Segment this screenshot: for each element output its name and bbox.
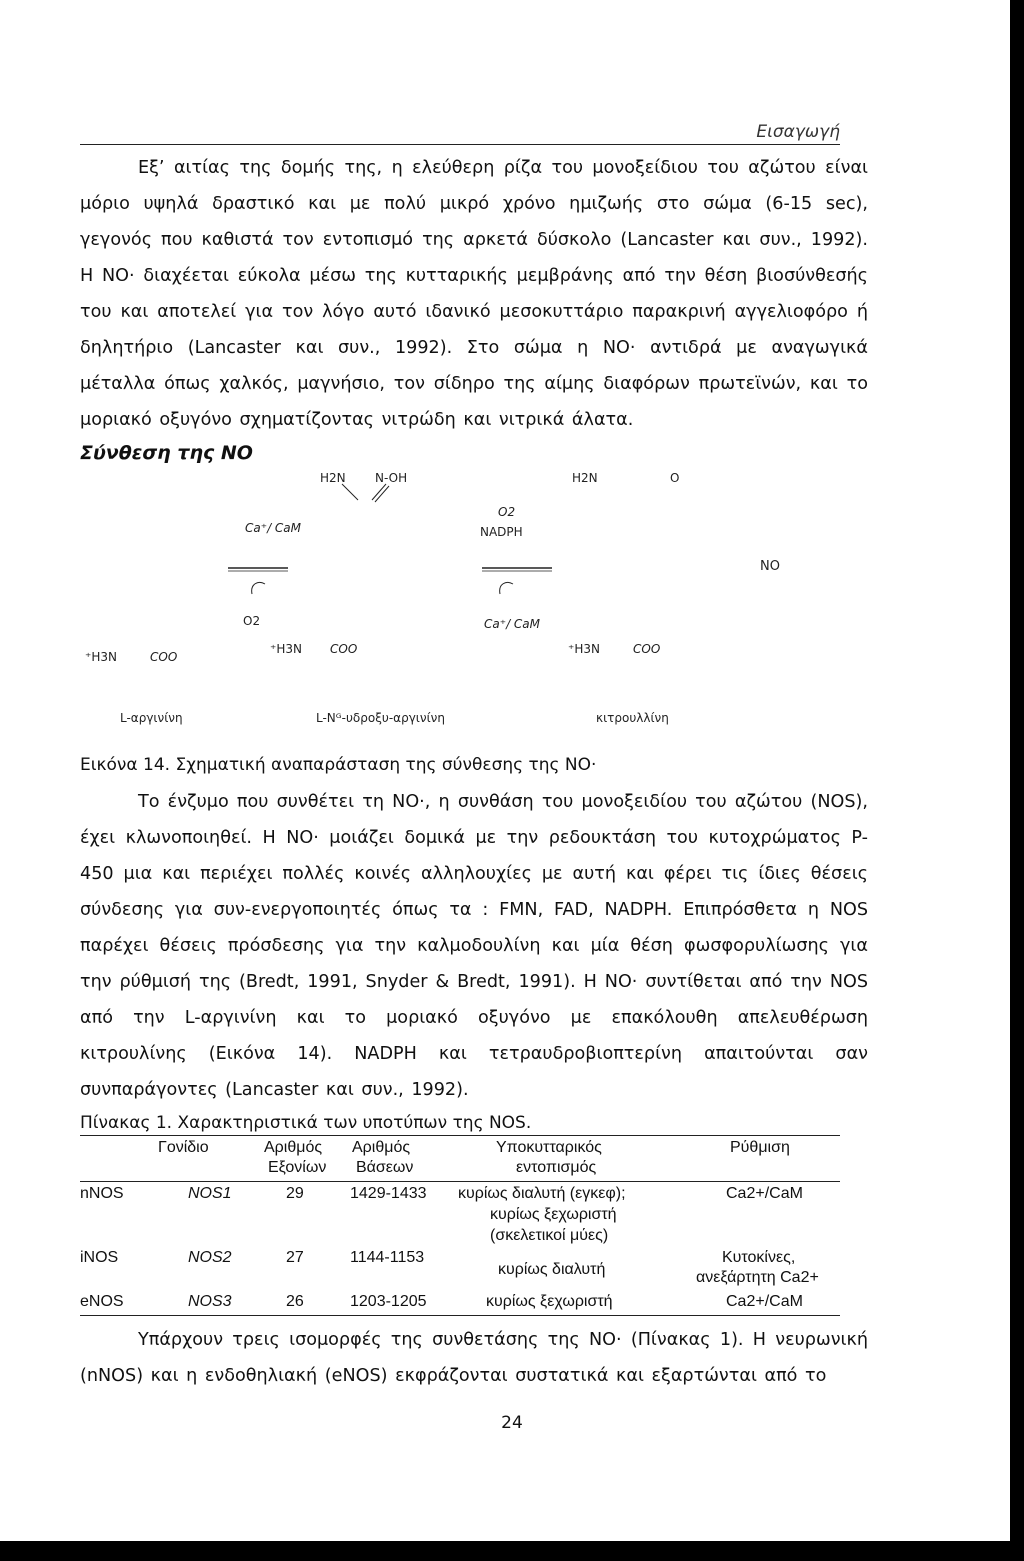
row-inos-exons: 27 [286,1249,304,1266]
diagram-nadph: NADPH [480,525,523,539]
row-enos-regulation: Ca2+/CaM [726,1293,803,1310]
header-location-1: Υποκυτταρικός [496,1139,602,1156]
header-exons-1: Αριθμός [264,1139,323,1156]
nos-synthesis-diagram [80,460,840,740]
diagram-cofactor-2: Ca⁺/ CaM [484,617,541,631]
row-nnos-bases: 1429-1433 [350,1185,427,1202]
diagram-h2n-1: H2N [320,471,346,485]
header-bases-1: Αριθμός [352,1139,411,1156]
row-enos-type: eNOS [80,1293,124,1310]
diagram-h3n-2: ⁺H3N [270,642,302,656]
row-nnos-gene: NOS1 [188,1185,232,1202]
paragraph-3-text: Υπάρχουν τρεις ισομορφές της συνθετάσης της ΝΟ· (Πίνακας 1). Η νευρωνική (nNOS) και η ενδοθηλιακή (eNOS) εκφράζονται συστατικά και εξαρτώνται από το [80,1330,868,1386]
section-title: Σύνθεση της ΝΟ [80,442,253,464]
header-bases-2: Βάσεων [356,1159,414,1176]
page-header [80,120,840,145]
header-section-title: Εισαγωγή [756,122,840,142]
paragraph-2-text: Το ένζυμο που συνθέτει τη ΝΟ·, η συνθάση του μονοξειδίου του αζώτου (NOS), έχει κλωνοποιηθεί. Η ΝΟ· μοιάζει δομικά με την ρεδουκτάση του κυτοχρώματος P-450 μια και περιέχει πολλές κοινές αλληλουχίες με αυτή και φέρει τις ίδιες θέσεις σύνδεσης για συν-ενεργοποιητές όπως τα : FMN, FAD, NADPH. Επιπρόσθετα η NOS παρέχει θέσεις πρόσδεσης για την καλμοδουλίνη και μία θέση φωσφορυλίωσης για την ρύθμισή της (Bredt, 1991, Snyder & Bredt, 1991). Η ΝΟ· συντίθεται από την NOS από την L-αργινίνη και το μοριακό οξυγόνο με επακόλουθη απελευθέρωση κιτρουλίνης (Εικόνα 14). NADPH και τετραυδροβιοπτερίνη απαιτούνται σαν συνπαράγοντες (Lancaster και συν., 1992). [80,792,868,1100]
row-enos-gene: NOS3 [188,1293,232,1310]
curved-arrow-2 [500,582,513,594]
figure-caption: Εικόνα 14. Σχηματική αναπαράσταση της σύνθεσης της ΝΟ· [80,755,597,775]
row-nnos-regulation: Ca2+/CaM [726,1185,803,1202]
diagram-h3n-3: ⁺H3N [568,642,600,656]
paragraph-1-text: Εξ’ αιτίας της δομής της, η ελεύθερη ρίζα του μονοξείδιου του αζώτου είναι μόριο υψηλά δραστικό και με πολύ μικρό χρόνο ημιζωής στο σώμα (6-15 sec), γεγονός που καθιστά τον εντοπισμό της αρκετά δύσκολο (Lancaster και συν., 1992). Η ΝΟ· διαχέεται εύκολα μέσω της κυτταρικής μεμβράνης από την θέση βιοσύνθεσής του και αποτελεί για τον λόγο αυτό ιδανικό μεσοκυττάριο παρακρινή αγγελιοφόρο ή δηλητήριο (Lancaster και συν., 1992). Στο σώμα η ΝΟ· αντιδρά με αναγωγικά μέταλλα όπως χαλκός, μαγνήσιο, τον σίδηρο της αίμης διαφόρων πρωτεϊνών, και το μοριακό οξυγόνο σχηματίζοντας νιτρώδη και νιτρικά άλατα. [80,158,868,430]
row-inos-regulation-1: Κυτοκίνες, [722,1249,796,1266]
row-enos-bases: 1203-1205 [350,1293,427,1310]
diagram-noh: N-OH [375,471,408,485]
header-gene: Γονίδιο [158,1139,209,1156]
diagram-o2-bottom: O2 [243,614,261,628]
row-enos-location: κυρίως ξεχωριστή [486,1293,613,1310]
diagram-o2-top: O2 [498,505,516,519]
row-nnos-type: nNOS [80,1185,124,1202]
diagram-no-label: NO [760,559,780,574]
table-rule-bottom [80,1315,840,1316]
row-enos-exons: 26 [286,1293,304,1310]
diagram-name-1: L-αργινίνη [120,711,183,725]
diagram-h3n-1: ⁺H3N [85,650,117,664]
row-inos-bases: 1144-1153 [350,1249,425,1266]
row-inos-type: iNOS [80,1249,119,1266]
table-rule-top [80,1135,840,1136]
page-number: 24 [501,1413,523,1433]
diagram-name-2: L-Nᴳ-υδροξυ-αργινίνη [316,711,445,725]
header-exons-2: Εξονίων [268,1159,327,1176]
diagram-cofactor-1: Ca⁺/ CaM [245,521,302,535]
table-title: Πίνακας 1. Χαρακτηριστικά των υποτύπων της NOS. [80,1113,532,1133]
diagram-coo-2: COO [330,642,358,656]
diagram-name-3: κιτρουλλίνη [596,711,669,725]
header-regulation: Ρύθμιση [730,1139,790,1156]
paragraph-3 [80,1322,868,1394]
row-nnos-location-3: (σκελετικοί μύες) [490,1227,609,1244]
paragraph-2 [80,784,868,1108]
row-nnos-location-1: κυρίως διαλυτή (εγκεφ); [458,1185,626,1202]
scan-border-bottom [0,1541,1024,1561]
curved-arrow-1 [252,582,265,594]
header-location-2: εντοπισμός [516,1159,597,1176]
scan-border-right [1010,0,1024,1561]
row-inos-location: κυρίως διαλυτή [498,1261,606,1278]
diagram-coo-3: COO [633,642,661,656]
paragraph-1 [80,150,868,438]
diagram-coo-1: COO [150,650,178,664]
diagram-o-right: O [670,471,680,485]
diagram-h2n-2: H2N [572,471,598,485]
row-nnos-location-2: κυρίως ξεχωριστή [490,1206,617,1223]
row-nnos-exons: 29 [286,1185,304,1202]
bond-line-1 [342,484,358,500]
row-inos-regulation-2: ανεξάρτητη Ca2+ [696,1269,819,1286]
table-rule-header [80,1181,840,1182]
row-inos-gene: NOS2 [188,1249,232,1266]
